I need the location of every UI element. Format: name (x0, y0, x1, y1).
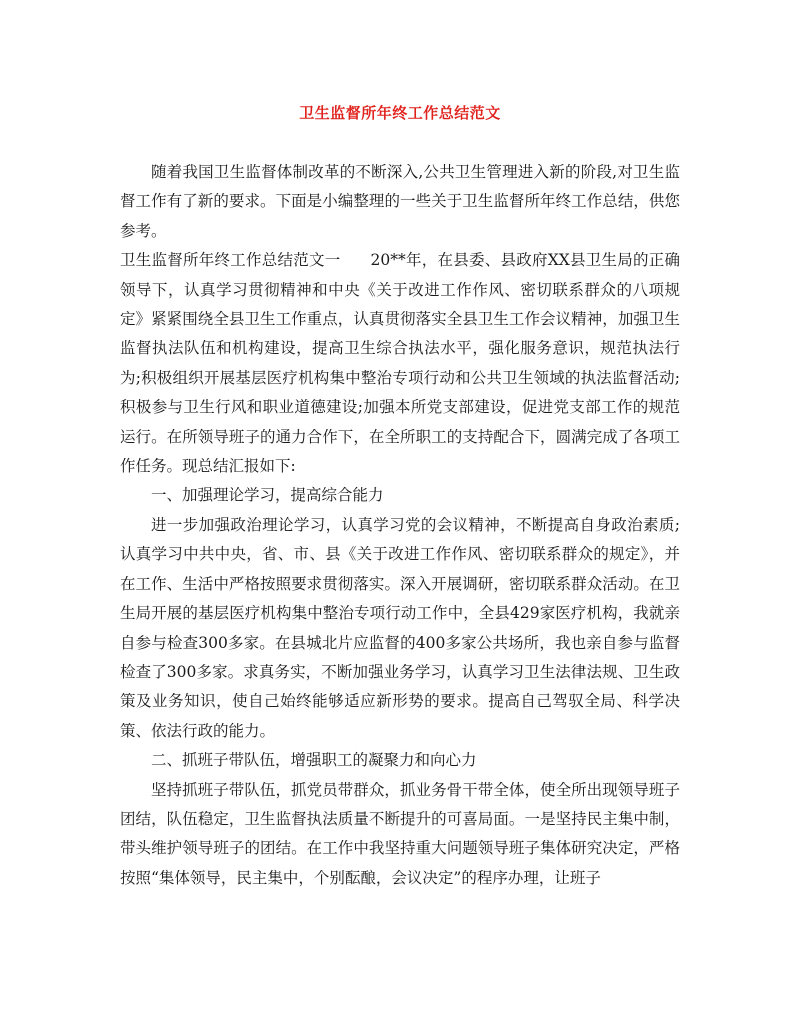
section-body: 20**年，在县委、县政府XX县卫生局的正确领导下，认真学习贯彻精神和中央《关于改进工作作风、密切联系群众的八项规定》紧紧围绕全县卫生工作重点，认真贯彻落实全县卫生工作会议精神，加强卫生监督执法队伍和机构建设，提高卫生综合执法水平，强化服务意识，规范执法行为;积极组织开展基层医疗机构集中整治专项行动和公共卫生领域的执法监督活动;积极参与卫生行风和职业道德建设;加强本所党支部建设，促进党支部工作的规范运行。在所领导班子的通力合作下，在全所职工的支持配合下，圆满完成了各项工作任务。现总结汇报如下: (120, 251, 680, 476)
paragraph-2: 坚持抓班子带队伍，抓党员带群众，抓业务骨干带全体，使全所出现领导班子团结，队伍稳定，卫生监督执法质量不断提升的可喜局面。一是坚持民主集中制，带头维护领导班子的团结。在工作中我坚持重大问题领导班子集体研究决定，严格按照“集体领导，民主集中，个别酝酿，会议决定”的程序办理，让班子 (120, 780, 680, 887)
document-title: 卫生监督所年终工作总结范文 (299, 104, 501, 122)
heading-1: 一、加强理论学习，提高综合能力 (151, 486, 384, 505)
intro-paragraph: 随着我国卫生监督体制改革的不断深入,公共卫生管理进入新的阶段,对卫生监督工作有了新的要求。下面是小编整理的一些关于卫生监督所年终工作总结，供您参考。 (120, 163, 680, 240)
document-body (120, 158, 680, 893)
paragraph-1: 进一步加强政治理论学习，认真学习党的会议精神，不断提高自身政治素质;认真学习中共中央，省、市、县《关于改进工作作风、密切联系群众的规定》，并在工作、生活中严格按照要求贯彻落实。深入开展调研，密切联系群众活动。在卫生局开展的基层医疗机构集中整治专项行动工作中，全县429家医疗机构，我就亲自参与检查300多家。在县城北片应监督的400多家公共场所，我也亲自参与监督检查了300多家。求真务实，不断加强业务学习，认真学习卫生法律法规、卫生政策及业务知识，使自己始终能够适应新形势的要求。提高自己驾驭全局、科学决策、依法行政的能力。 (120, 515, 680, 740)
section-label: 卫生监督所年终工作总结范文一 (120, 251, 341, 270)
section-paragraph (120, 246, 680, 481)
heading-2: 二、抓班子带队伍，增强职工的凝聚力和向心力 (151, 751, 477, 770)
